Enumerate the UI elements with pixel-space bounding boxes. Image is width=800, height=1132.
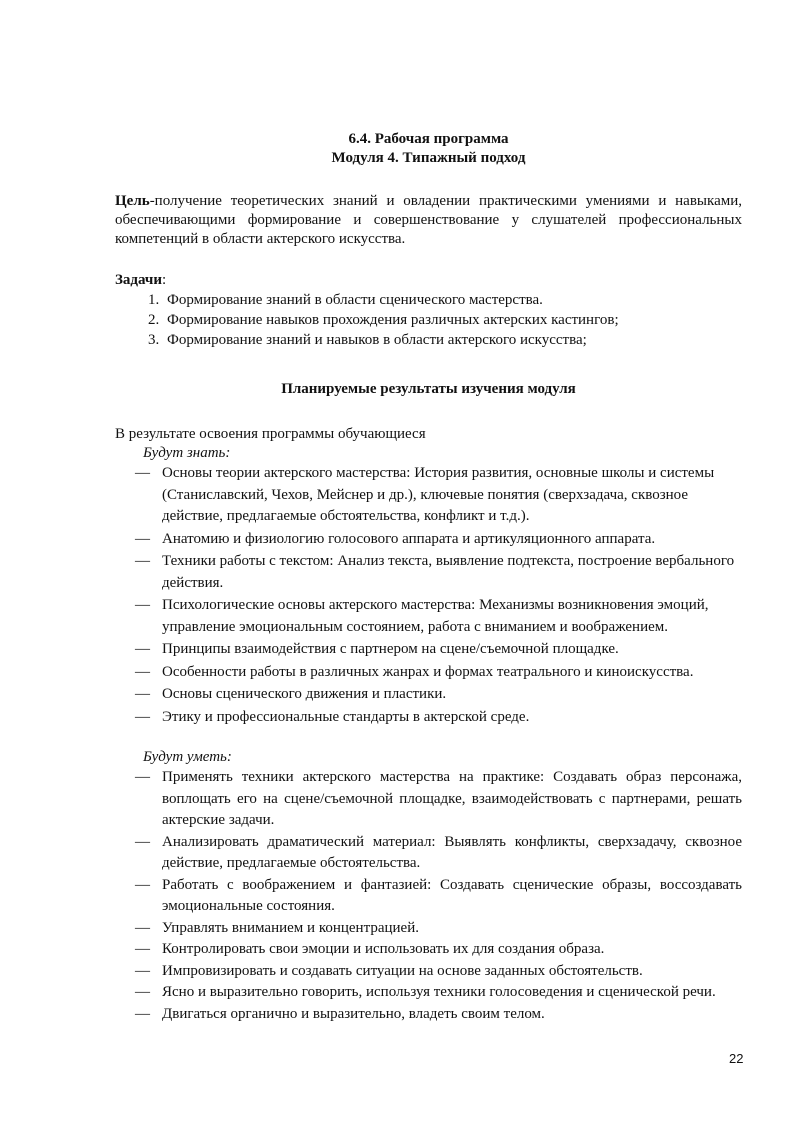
list-item xyxy=(115,939,742,961)
list-item-text: Импровизировать и создавать ситуации на основе заданных обстоятельств. xyxy=(162,962,643,979)
task-item: 1. Формирование знаний в области сценического мастерства. xyxy=(163,290,742,310)
list-item-text: Психологические основы актерского мастерства: Механизмы возникновения эмоций, управление эмоциональным состоянием, работа с вниманием и воображением. xyxy=(162,597,709,635)
tasks-heading xyxy=(115,271,742,290)
list-item-text: Работать с воображением и фантазией: Создавать сценические образы, воссоздавать эмоциональные состояния. xyxy=(162,876,742,914)
results-intro: В результате освоения программы обучающиеся xyxy=(115,426,426,442)
dash-marker: — xyxy=(135,919,150,936)
dash-marker: — xyxy=(135,876,150,893)
list-item-text: Управлять вниманием и концентрацией. xyxy=(162,919,419,936)
tasks-list xyxy=(115,290,742,350)
list-item-text: Контролировать свои эмоции и использовать их для создания образа. xyxy=(162,941,605,957)
tasks-label: Задачи xyxy=(115,272,163,288)
list-item xyxy=(115,639,742,661)
goal-text: -получение теоретических знаний и овладении практическими умениями и навыками, обеспечивающими формирование и совершенствование у слушателей профессиональных компетенций в области актерского искусства. xyxy=(115,193,742,247)
list-item-text: Этику и профессиональные стандарты в актерской среде. xyxy=(162,708,530,725)
dash-marker: — xyxy=(135,641,150,657)
list-item xyxy=(115,918,742,940)
list-item xyxy=(115,982,742,1004)
list-item xyxy=(115,1004,742,1026)
dash-marker: — xyxy=(135,465,150,481)
list-item-text: Ясно и выразительно говорить, используя техники голосоведения и сценической речи. xyxy=(162,984,716,1000)
dash-marker: — xyxy=(135,686,150,702)
dash-marker: — xyxy=(135,962,150,979)
list-item xyxy=(115,529,742,551)
dash-marker: — xyxy=(135,833,150,850)
dash-marker: — xyxy=(135,941,150,957)
list-item-text: Основы сценического движения и пластики. xyxy=(162,686,447,702)
dash-marker: — xyxy=(135,553,150,569)
list-item-text: Принципы взаимодействия с партнером на сцене/съемочной площадке. xyxy=(162,641,619,657)
list-item-text: Применять техники актерского мастерства на практике: Создавать образ персонажа, воплощать его на сцене/съемочной площадке, взаимодействовать с партнерами, решать актерские задачи. xyxy=(162,769,742,828)
list-item xyxy=(115,684,742,706)
dash-marker: — xyxy=(135,530,150,547)
dash-marker: — xyxy=(135,597,150,613)
list-item-text: Основы теории актерского мастерства: История развития, основные школы и системы (Станиславский, Чехов, Мейснер и др.), ключевые понятия (сверхзадача, сквозное действие, предлагаемые обстоятельства, конфликт и т.д.). xyxy=(162,465,715,524)
dash-marker: — xyxy=(135,769,150,785)
document-page xyxy=(115,130,742,1025)
list-item xyxy=(115,551,742,594)
can-list xyxy=(115,767,742,1025)
list-item-text: Особенности работы в различных жанрах и формах театрального и киноискусства. xyxy=(162,663,694,680)
list-item xyxy=(115,961,742,983)
list-item xyxy=(115,832,742,875)
can-subheading: Будут уметь: xyxy=(143,749,232,765)
dash-marker: — xyxy=(135,708,150,725)
list-item xyxy=(115,707,742,729)
goal-paragraph xyxy=(115,192,742,249)
list-item xyxy=(115,875,742,918)
list-item xyxy=(115,595,742,638)
page-number: 22 xyxy=(729,1051,744,1066)
goal-label: Цель xyxy=(115,193,150,209)
task-item: 3. Формирование знаний и навыков в области актерского искусства; xyxy=(163,330,742,350)
dash-marker: — xyxy=(135,984,150,1000)
tasks-colon: : xyxy=(162,272,167,288)
know-subheading: Будут знать: xyxy=(143,445,231,461)
section-heading: 6.4. Рабочая программа xyxy=(348,131,509,147)
know-list xyxy=(115,463,742,728)
list-item xyxy=(115,463,742,528)
list-item-text: Двигаться органично и выразительно, владеть своим телом. xyxy=(162,1005,545,1022)
dash-marker: — xyxy=(135,663,150,680)
results-heading: Планируемые результаты изучения модуля xyxy=(281,381,576,397)
dash-marker: — xyxy=(135,1005,150,1022)
list-item-text: Техники работы с текстом: Анализ текста, выявление подтекста, построение вербального действия. xyxy=(162,553,735,591)
list-item-text: Анализировать драматический материал: Выявлять конфликты, сверхзадачу, сквозное действие, предлагаемые обстоятельства. xyxy=(162,833,742,871)
list-item xyxy=(115,767,742,832)
module-heading: Модуля 4. Типажный подход xyxy=(331,150,526,166)
list-item xyxy=(115,662,742,684)
list-item-text: Анатомию и физиологию голосового аппарата и артикуляционного аппарата. xyxy=(162,530,656,547)
task-item: 2. Формирование навыков прохождения различных актерских кастингов; xyxy=(163,310,742,330)
